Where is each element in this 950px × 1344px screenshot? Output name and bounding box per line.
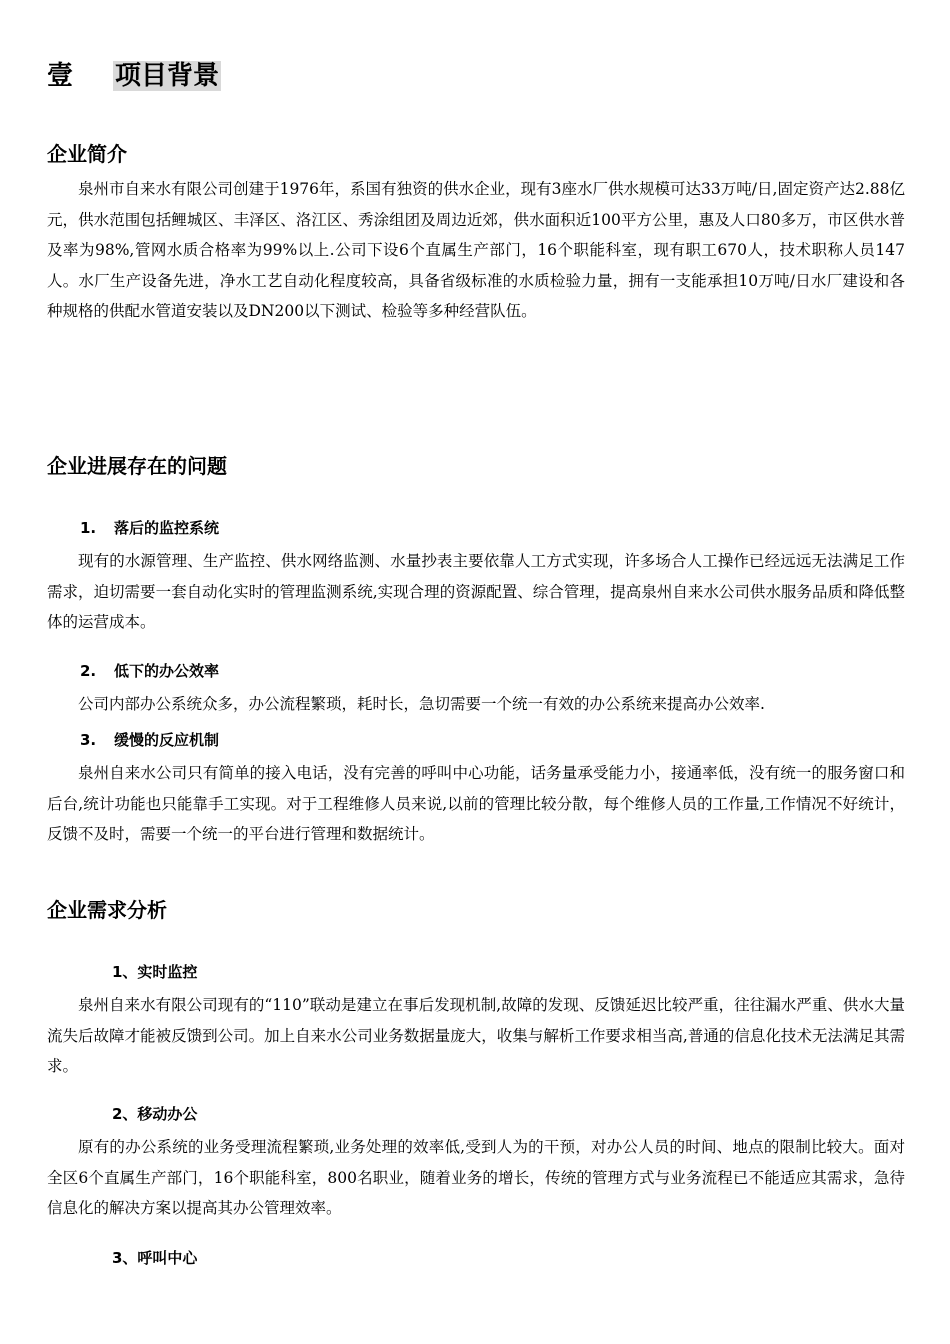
company-intro-paragraph: 泉州市自来水有限公司创建于1976年，系国有独资的供水企业，现有3座水厂供水规模可达33万吨/日,固定资产达2.88亿元，供水范围包括鲤城区、丰泽区、洛江区、秀涂组团及周边近郊，供水面积近100平方公里，惠及人口80多万，市区供水普及率为98%,管网水质合格率为99%以上.公司下设6个直属生产部门，16个职能科室，现有职工670人，技术职称人员147人。水厂生产设备先进，净水工艺自动化程度较高，具备省级标准的水质检验力量，拥有一支能承担10万吨/日水厂建设和各种规格的供配水管道安装以及DN200以下测试、检验等多种经营队伍。	[47, 180, 905, 320]
section-heading-company-intro: 企业简介	[47, 142, 127, 166]
requirement-item-3-title: 3、呼叫中心	[112, 1249, 198, 1267]
problem-item-3-text: 泉州自来水公司只有简单的接入电话，没有完善的呼叫中心功能，话务量承受能力小，接通率低，没有统一的服务窗口和后台,统计功能也只能靠手工实现。对于工程维修人员来说,以前的管理比较分散，每个维修人员的工作量,工作情况不好统计，反馈不及时，需要一个统一的平台进行管理和数据统计。	[47, 764, 905, 843]
problem-item-2-text: 公司内部办公系统众多，办公流程繁琐，耗时长，急切需要一个统一有效的办公系统来提高办公效率.	[78, 695, 765, 713]
chapter-heading	[47, 56, 221, 96]
problem-item-2-title: 2. 低下的办公效率	[80, 662, 220, 680]
section-heading-problems: 企业进展存在的问题	[47, 454, 227, 478]
requirement-item-2-text: 原有的办公系统的业务受理流程繁琐,业务处理的效率低,受到人为的干预，对办公人员的时间、地点的限制比较大。面对全区6个直属生产部门，16个职能科室，800名职业，随着业务的增长，传统的管理方式与业务流程已不能适应其需求，急待信息化的解决方案以提高其办公管理效率。	[47, 1138, 905, 1217]
problem-item-1-title: 1. 落后的监控系统	[80, 519, 220, 537]
chapter-number: 壹	[47, 61, 74, 91]
chapter-title: 项目背景	[115, 61, 220, 91]
requirement-item-2-title: 2、移动办公	[112, 1105, 198, 1123]
requirement-item-1-text: 泉州自来水有限公司现有的“110”联动是建立在事后发现机制,故障的发现、反馈延迟比较严重，往往漏水严重、供水大量流失后故障才能被反馈到公司。加上自来水公司业务数据量庞大，收集与解析工作要求相当高,普通的信息化技术无法满足其需求。	[47, 996, 905, 1075]
section-heading-requirements: 企业需求分析	[47, 898, 167, 922]
problem-item-1-text: 现有的水源管理、生产监控、供水网络监测、水量抄表主要依靠人工方式实现，许多场合人工操作已经远远无法满足工作需求，迫切需要一套自动化实时的管理监测系统,实现合理的资源配置、综合管理，提高泉州自来水公司供水服务品质和降低整体的运营成本。	[47, 552, 905, 631]
requirement-item-1-title: 1、实时监控	[112, 963, 198, 981]
problem-item-3-title: 3. 缓慢的反应机制	[80, 731, 220, 749]
